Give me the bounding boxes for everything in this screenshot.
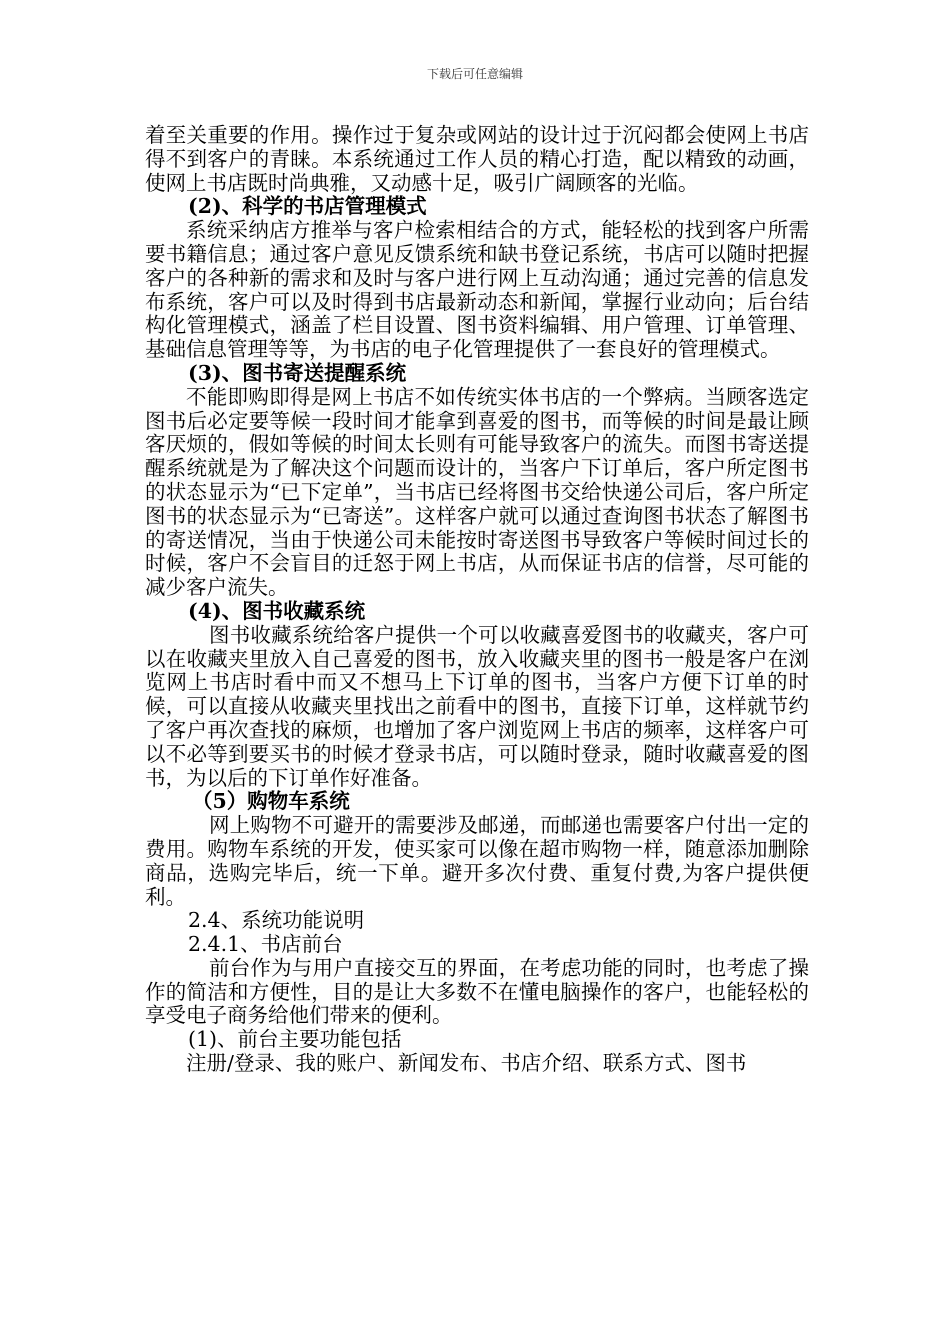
section-heading-front-functions: (1)、前台主要功能包括 — [188, 1027, 402, 1052]
page-header: 下载后可任意编辑 — [426, 67, 523, 81]
heading-book-favorites: (4)、图书收藏系统 — [188, 598, 366, 623]
section-heading-2-4-1: 2.4.1、书店前台 — [188, 932, 343, 957]
paragraph-front-functions: 注册/登录、我的账户、新闻发布、书店介绍、联系方式、图书 — [186, 1051, 747, 1076]
paragraph-management-mode: 系统采纳店方推举与客户检索相结合的方式，能轻松的找到客户所需要书籍信息；通过客户意见反馈系统和缺书登记系统，书店可以随时把握客户的各种新的需求和及时与客户进行网上互动沟通；通过完善的信息发布系统，客户可以及时得到书店最新动态和新闻，掌握行业动向；后台结构化管理模式，涵盖了栏目设置、图书资料编辑、用户管理、订单管理、基础信息管理等等，为书店的电子化管理提供了一套良好的管理模式。 — [145, 218, 809, 362]
document-body — [145, 124, 809, 1076]
paragraph-delivery-reminder: 不能即购即得是网上书店不如传统实体书店的一个弊病。当顾客选定图书后必定要等候一段时间才能拿到喜爱的图书，而等候的时间是最让顾客厌烦的，假如等候的时间太长则有可能导致客户的流失。而图书寄送提醒系统就是为了解决这个问题而设计的，当客户下订单后，客户所定图书的状态显示为“已下定单”，当书店已经将图书交给快递公司后，客户所定图书的状态显示为“已寄送”。这样客户就可以通过查询图书状态了解图书的寄送情况，当由于快递公司未能按时寄送图书导致客户等候时间过长的时候，客户不会盲目的迁怒于网上书店，从而保证书店的信誉，尽可能的减少客户流失。 — [145, 384, 809, 600]
paragraph-book-favorites: 图书收藏系统给客户提供一个可以收藏喜爱图书的收藏夹，客户可以在收藏夹里放入自己喜爱的图书，放入收藏夹里的图书一般是客户在浏览网上书店时看中而又不想马上下订单的图书，当客户方便下订单的时候，可以直接从收藏夹里找出之前看中的图书，直接下订单，这样就节约了客户再次查找的麻烦，也增加了客户浏览网上书店的频率，这样客户可以不必等到要买书的时候才登录书店，可以随时登录，随时收藏喜爱的图书，为以后的下订单作好准备。 — [145, 622, 809, 790]
heading-shopping-cart: （5）购物车系统 — [192, 789, 350, 814]
paragraph-shopping-cart: 网上购物不可避开的需要涉及邮递，而邮递也需要客户付出一定的费用。购物车系统的开发，使买家可以像在超市购物一样，随意添加删除商品，选购完毕后，统一下单。避开多次付费、重复付费,为客户提供便利。 — [145, 813, 809, 909]
heading-management-mode: (2)、科学的书店管理模式 — [188, 194, 427, 219]
paragraph-front-end: 前台作为与用户直接交互的界面，在考虑功能的同时，也考虑了操作的简洁和方便性，目的是让大多数不在懂电脑操作的客户，也能轻松的享受电子商务给他们带来的便利。 — [145, 955, 809, 1028]
heading-delivery-reminder: (3)、图书寄送提醒系统 — [188, 360, 407, 385]
paragraph-intro: 着至关重要的作用。操作过于复杂或网站的设计过于沉闷都会使网上书店得不到客户的青睐。本系统通过工作人员的精心打造，配以精致的动画，使网上书店既时尚典雅，又动感十足，吸引广阔顾客的光临。 — [145, 123, 809, 195]
section-heading-2-4: 2.4、系统功能说明 — [188, 908, 365, 933]
